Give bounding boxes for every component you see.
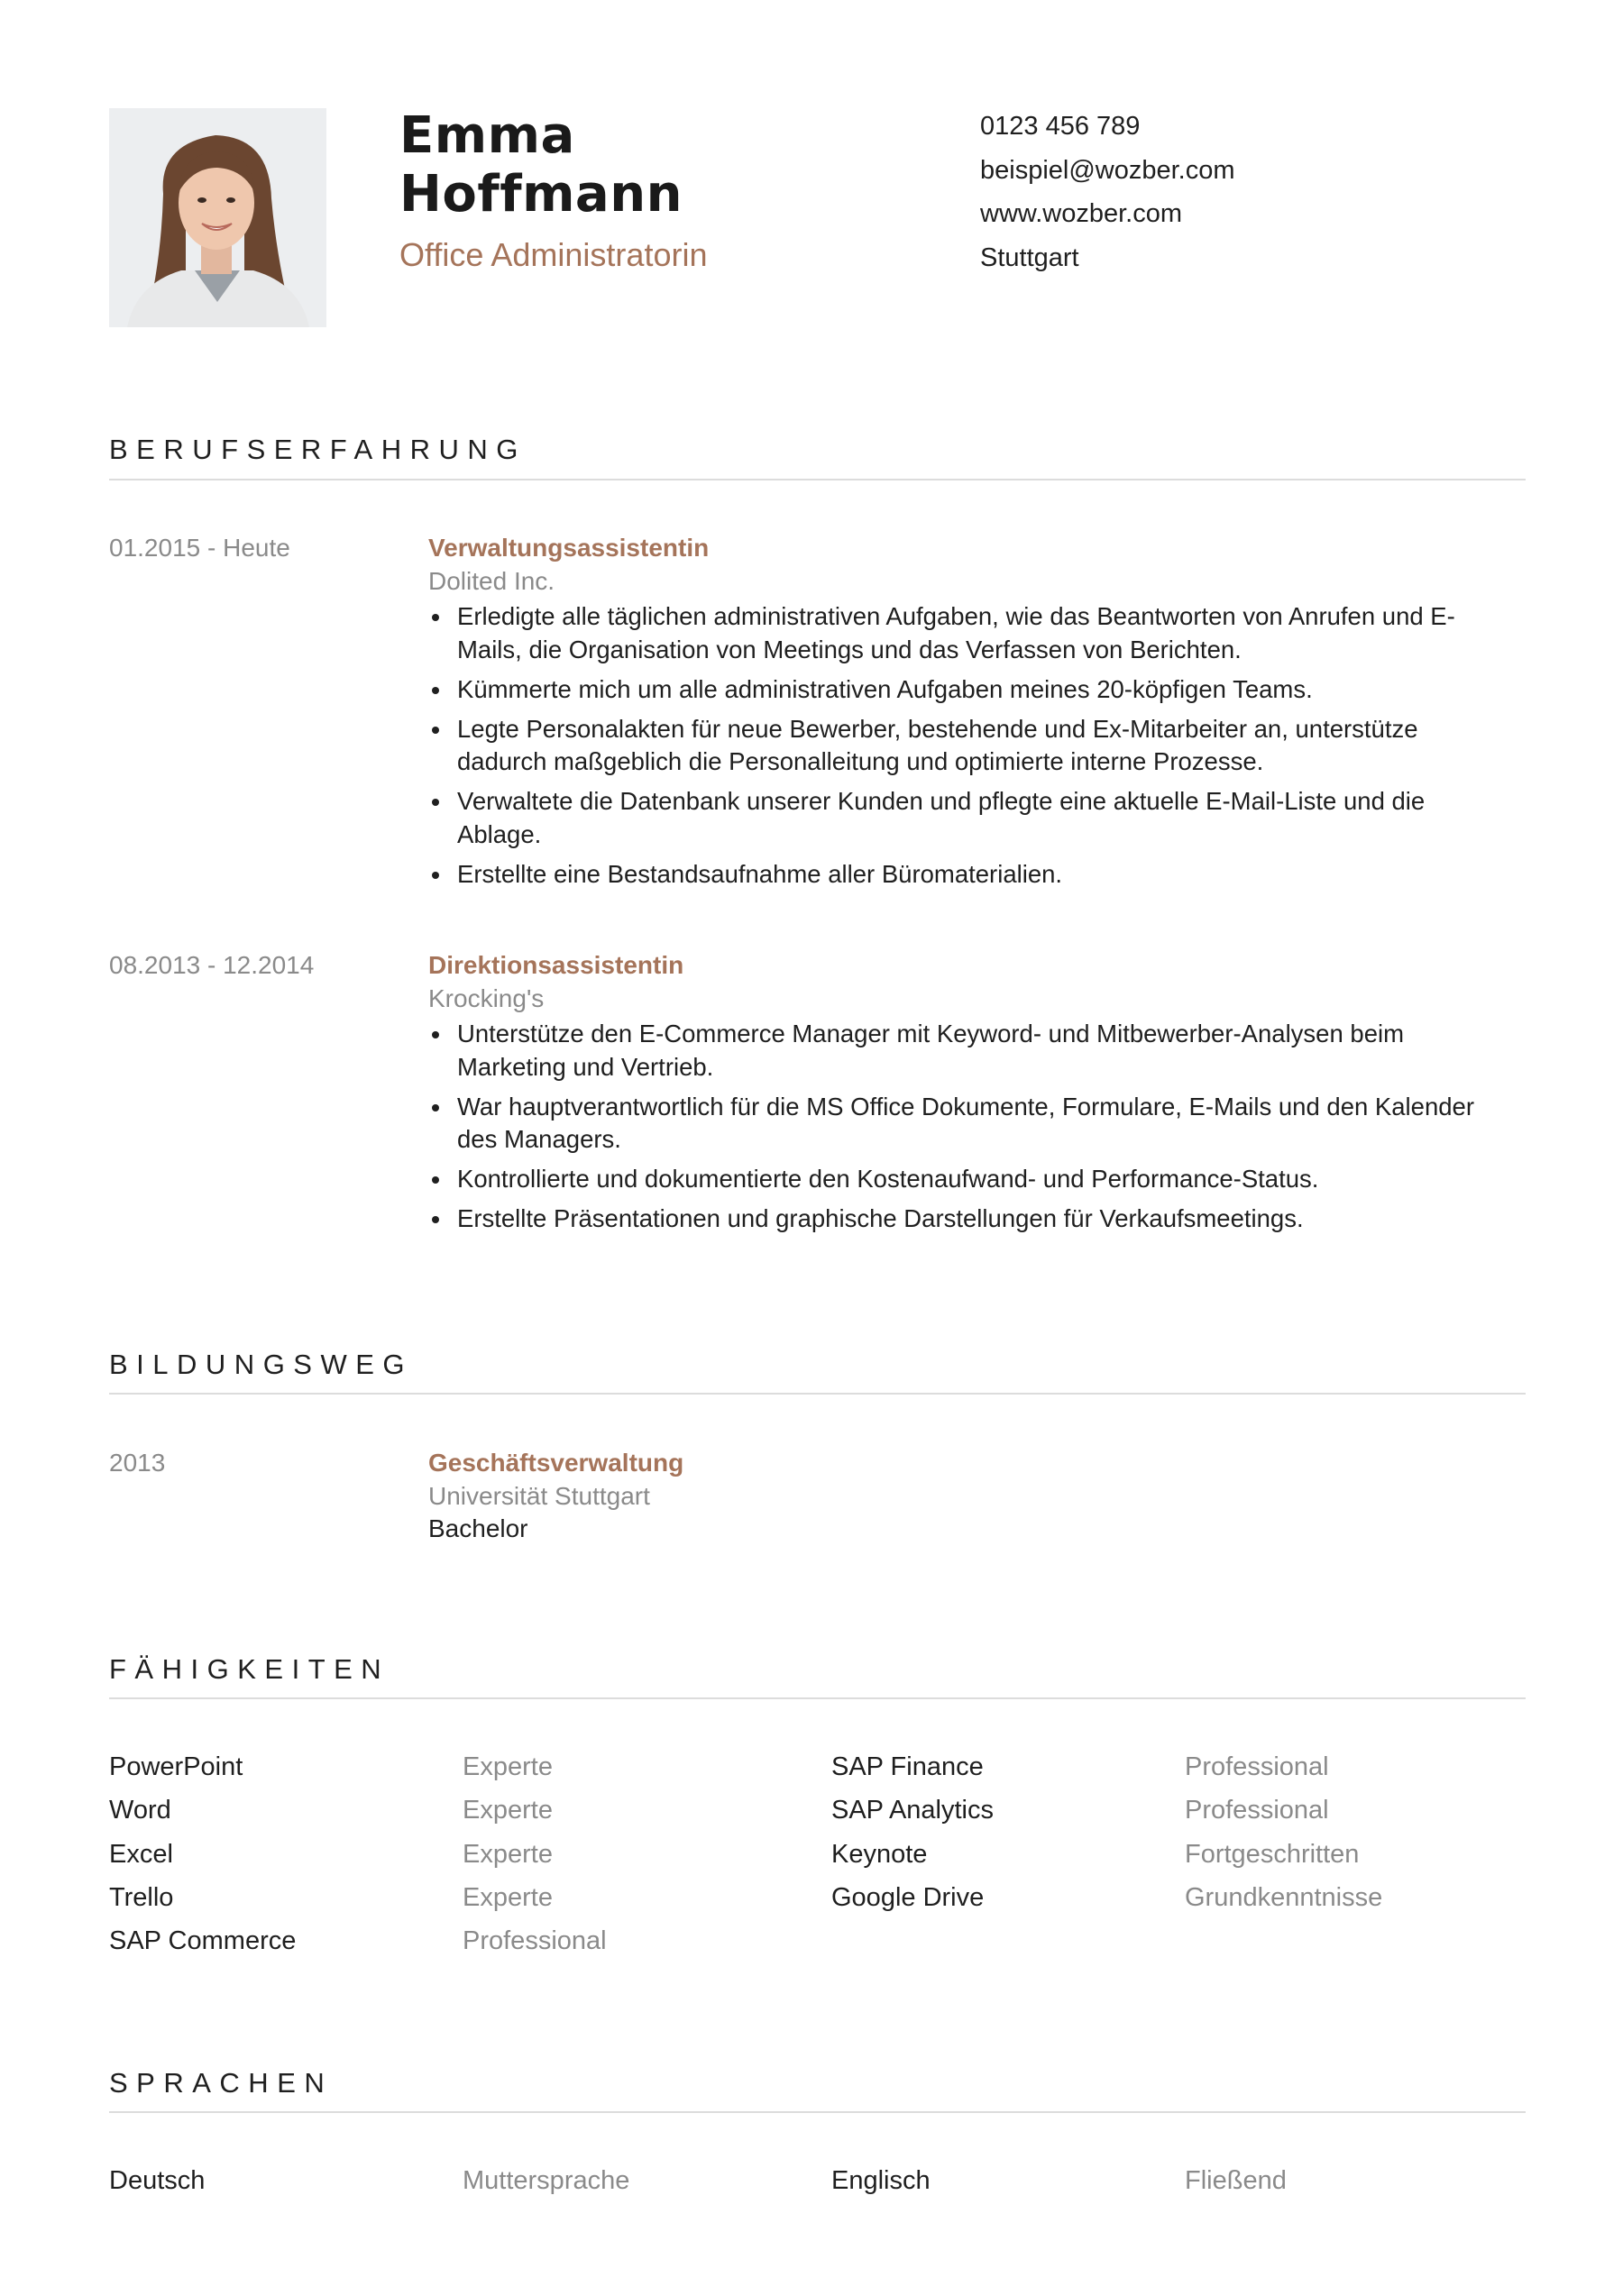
skill-level: Professional [1185, 1752, 1329, 1781]
education-title: Geschäftsverwaltung [428, 1449, 684, 1477]
education-date: 2013 [109, 1449, 166, 1477]
bullet-item: Erledigte alle täglichen administrativen Aufgaben, wie das Beantworten von Anrufen und E-Mails, die Organisation von Meetings und das Verfassen von Berichten. [428, 600, 1501, 666]
website-link[interactable]: www.wozber.com [980, 199, 1183, 228]
experience-title: Direktionsassistentin [428, 951, 684, 979]
job-title: Office Administratorin [399, 236, 708, 273]
skill-name: SAP Commerce [109, 1926, 297, 1955]
language-name: Englisch [831, 2166, 931, 2195]
skill-name: Keynote [831, 1840, 928, 1869]
section-title-education: BILDUNGSWEG [109, 1349, 414, 1380]
bullet-item: Verwaltete die Datenbank unserer Kunden und pflegte eine aktuelle E-Mail-Liste und die Ablage. [428, 785, 1501, 851]
bullet-item: Kontrollierte und dokumentierte den Kostenaufwand- und Performance-Status. [428, 1163, 1501, 1196]
skill-level: Experte [463, 1840, 553, 1869]
experience-date: 08.2013 - 12.2014 [109, 951, 315, 979]
email-address[interactable]: beispiel@wozber.com [980, 155, 1235, 185]
language-name: Deutsch [109, 2166, 206, 2195]
last-name: Hoffmann [399, 165, 683, 224]
experience-bullets [428, 1018, 1501, 1236]
phone-number: 0123 456 789 [980, 112, 1141, 141]
section-divider [109, 479, 1526, 480]
language-level: Fließend [1185, 2166, 1287, 2195]
bullet-item: War hauptverantwortlich für die MS Office Dokumente, Formulare, E-Mails und den Kalender des Managers. [428, 1091, 1501, 1157]
skill-level: Experte [463, 1796, 553, 1825]
skill-level: Fortgeschritten [1185, 1840, 1360, 1869]
education-entry [428, 1447, 1501, 1545]
first-name: Emma [399, 106, 575, 165]
section-divider [109, 1697, 1526, 1699]
skill-name: Trello [109, 1883, 174, 1912]
experience-date: 01.2015 - Heute [109, 534, 290, 562]
experience-entry [428, 949, 1501, 1242]
contact-info [980, 105, 1235, 279]
bullet-item: Erstellte Präsentationen und graphische Darstellungen für Verkaufsmeetings. [428, 1203, 1501, 1236]
section-divider [109, 1393, 1526, 1395]
education-school: Universität Stuttgart [428, 1482, 650, 1510]
experience-title: Verwaltungsassistentin [428, 534, 710, 562]
skill-name: PowerPoint [109, 1752, 243, 1781]
skill-name: Word [109, 1796, 171, 1825]
experience-bullets [428, 600, 1501, 891]
education-degree: Bachelor [428, 1514, 528, 1542]
full-name [399, 106, 683, 224]
skill-level: Experte [463, 1752, 553, 1781]
skill-level: Grundkenntnisse [1185, 1883, 1383, 1912]
bullet-item: Kümmerte mich um alle administrativen Aufgaben meines 20-köpfigen Teams. [428, 673, 1501, 707]
city: Stuttgart [980, 242, 1079, 272]
bullet-item: Unterstütze den E-Commerce Manager mit Keyword- und Mitbewerber-Analysen beim Marketing und Vertrieb. [428, 1018, 1501, 1084]
skill-name: SAP Finance [831, 1752, 984, 1781]
bullet-item: Legte Personalakten für neue Bewerber, bestehende und Ex-Mitarbeiter an, unterstütze dadurch maßgeblich die Personalleitung und optimierte interne Prozesse. [428, 713, 1501, 779]
skill-name: Google Drive [831, 1883, 985, 1912]
skill-name: Excel [109, 1840, 173, 1869]
section-title-languages: SPRACHEN [109, 2067, 334, 2099]
section-divider [109, 2111, 1526, 2113]
skill-name: SAP Analytics [831, 1796, 995, 1825]
section-title-skills: FÄHIGKEITEN [109, 1653, 390, 1685]
profile-photo [109, 108, 326, 327]
skill-level: Professional [1185, 1796, 1329, 1825]
experience-entry [428, 532, 1501, 898]
bullet-item: Erstellte eine Bestandsaufnahme aller Büromaterialien. [428, 858, 1501, 892]
experience-company: Dolited Inc. [428, 567, 555, 595]
language-level: Muttersprache [463, 2166, 630, 2195]
skill-level: Professional [463, 1926, 607, 1955]
skill-level: Experte [463, 1883, 553, 1912]
section-title-experience: BERUFSERFAHRUNG [109, 434, 527, 465]
experience-company: Krocking's [428, 984, 545, 1012]
